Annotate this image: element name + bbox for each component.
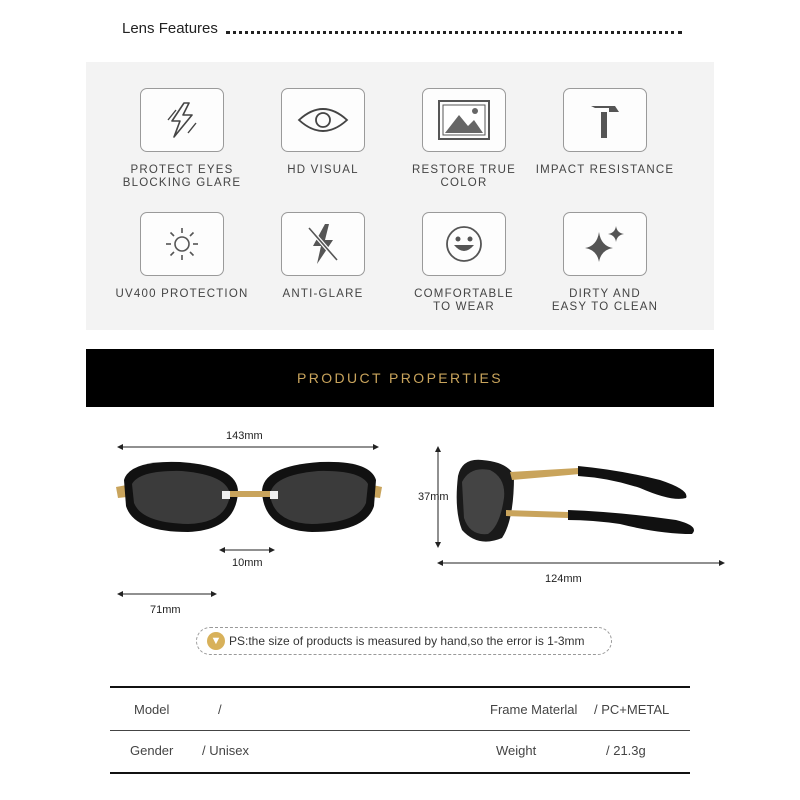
feature-label: IMPACT RESISTANCE [535, 164, 675, 176]
bridge-width-label: 10mm [232, 557, 263, 569]
banner-title: PRODUCT PROPERTIES [296, 370, 504, 386]
table-middle-rule [110, 730, 690, 731]
frame-material-label: Frame Materlal [490, 702, 578, 717]
feature-label: ANTI-GLARE [282, 288, 364, 300]
measurement-note [196, 627, 612, 655]
feature-label: COMFORTABLE TO WEAR [414, 288, 514, 313]
frame-material-value: / PC+METAL [594, 702, 670, 717]
glasses-side-view [457, 460, 694, 542]
table-top-rule [110, 686, 690, 688]
lens-width-label: 71mm [150, 604, 181, 616]
model-value: / [218, 702, 222, 717]
temple-length-label: 124mm [545, 573, 582, 585]
feature-label: PROTECT EYES BLOCKING GLARE [122, 164, 242, 189]
frame-width-label: 143mm [226, 430, 263, 442]
weight-label: Weight [496, 743, 537, 758]
table-bottom-rule [110, 772, 690, 774]
gender-value: / Unisex [202, 743, 249, 758]
lens-features-title: Lens Features [122, 20, 218, 37]
feature-label: HD VISUAL [287, 164, 359, 176]
model-label: Model [134, 702, 170, 717]
feature-label: RESTORE TRUE COLOR [411, 164, 517, 189]
note-text: PS:the size of products is measured by hand,so the error is 1-3mm [229, 634, 585, 648]
warning-icon: ▼ [207, 632, 225, 650]
gender-label: Gender [130, 743, 174, 758]
feature-label: DIRTY AND EASY TO CLEAN [551, 288, 659, 313]
lens-height-label: 37mm [418, 491, 449, 503]
glasses-front-view [116, 462, 382, 532]
feature-label: UV400 PROTECTION [115, 288, 249, 300]
weight-value: / 21.3g [606, 743, 646, 758]
